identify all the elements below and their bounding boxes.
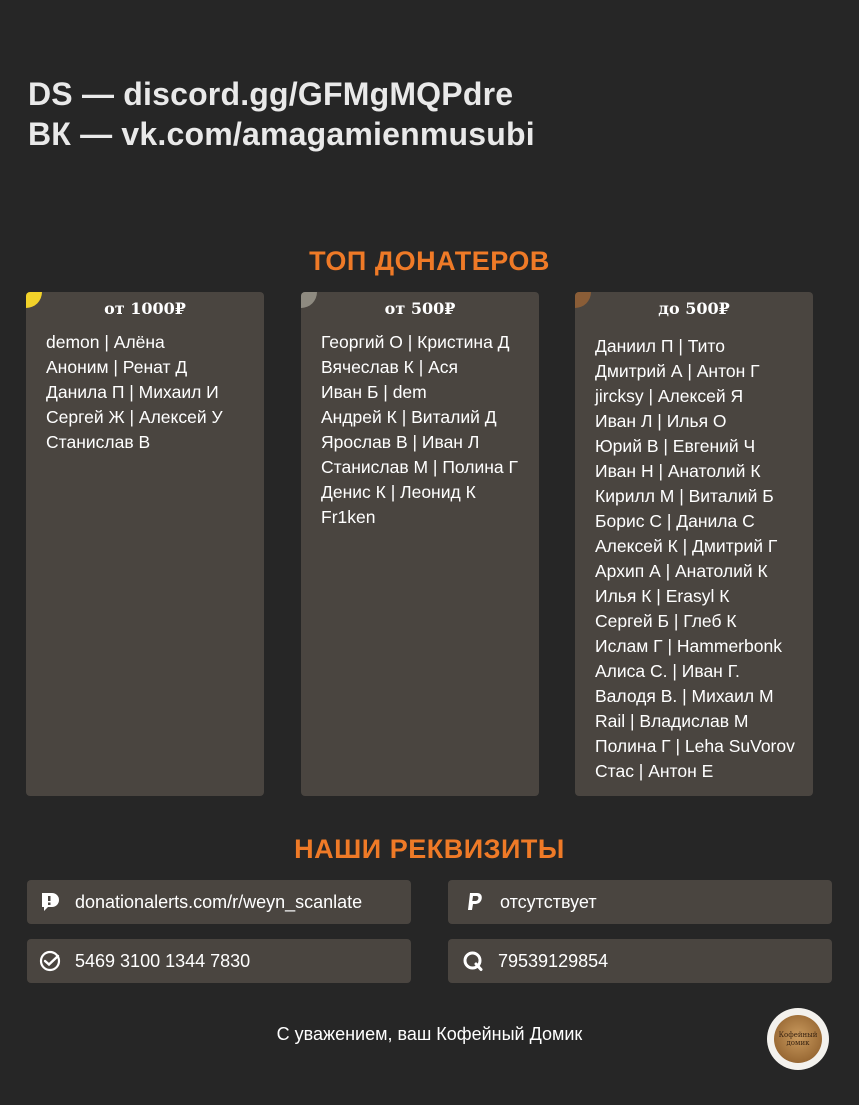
vk-link[interactable]: ВК — vk.com/amagamienmusubi bbox=[28, 116, 535, 152]
donor-entry: jircksy | Алексей Я bbox=[595, 386, 744, 406]
donor-entry: Дмитрий А | Антон Г bbox=[595, 361, 760, 381]
logo-emblem bbox=[774, 1015, 822, 1063]
tier-header: до 500₽ bbox=[658, 299, 730, 318]
tier-card-500 bbox=[301, 292, 539, 796]
coffee-house-logo bbox=[767, 1008, 829, 1070]
donor-entry: Алексей К | Дмитрий Г bbox=[595, 536, 778, 556]
donor-entry: Иван Л | Илья О bbox=[595, 411, 727, 431]
donor-entry: Алиса С. | Иван Г. bbox=[595, 661, 740, 681]
donationalerts-row[interactable] bbox=[27, 880, 411, 924]
donor-entry: Аноним | Ренат Д bbox=[46, 357, 188, 377]
donationalerts-icon bbox=[39, 891, 61, 913]
logo-text: Кофейный домик bbox=[778, 1031, 818, 1047]
contact-links bbox=[28, 74, 535, 154]
donor-entry: Rail | Владислав М bbox=[595, 711, 749, 731]
donor-entry: Станислав М | Полина Г bbox=[321, 457, 518, 477]
tier-card-1000 bbox=[26, 292, 264, 796]
donor-entry: Илья К | Erasyl К bbox=[595, 586, 730, 606]
qiwi-row[interactable] bbox=[448, 939, 832, 983]
donor-entry: Вячеслав К | Ася bbox=[321, 357, 459, 377]
donor-list bbox=[301, 330, 539, 530]
donor-entry: Сергей Б | Глеб К bbox=[595, 611, 737, 631]
top-donors-title: ТОП ДОНАТЕРОВ bbox=[309, 246, 550, 276]
sberbank-icon bbox=[39, 950, 61, 972]
donor-list bbox=[575, 334, 813, 784]
donor-entry: Иван Н | Анатолий К bbox=[595, 461, 761, 481]
donor-entry: Данила П | Михаил И bbox=[46, 382, 219, 402]
donor-entry: Сергей Ж | Алексей У bbox=[46, 407, 223, 427]
donationalerts-link[interactable]: donationalerts.com/r/weyn_scanlate bbox=[75, 891, 363, 912]
donor-entry: Fr1ken bbox=[321, 507, 376, 527]
donor-entry: Иван Б | dem bbox=[321, 382, 427, 402]
donor-entry: Ислам Г | Hammerbonk bbox=[595, 636, 782, 656]
signature-text: С уважением, ваш Кофейный Домик bbox=[276, 1024, 583, 1044]
donor-entry: demon | Алёна bbox=[46, 332, 165, 352]
donor-list bbox=[26, 330, 264, 455]
tier-header: от 1000₽ bbox=[104, 299, 186, 318]
requisites-title: НАШИ РЕКВИЗИТЫ bbox=[294, 834, 565, 864]
donor-entry: Андрей К | Виталий Д bbox=[321, 407, 497, 427]
donor-entry: Станислав В bbox=[46, 432, 151, 452]
donor-entry: Кирилл М | Виталий Б bbox=[595, 486, 774, 506]
donor-entry: Стас | Антон Е bbox=[595, 761, 714, 781]
donor-entry: Архип А | Анатолий К bbox=[595, 561, 768, 581]
donor-entry: Борис С | Данила С bbox=[595, 511, 755, 531]
paypal-icon bbox=[464, 891, 486, 913]
discord-link[interactable]: DS — discord.gg/GFMgMQPdre bbox=[28, 76, 514, 112]
donor-entry: Юрий В | Евгений Ч bbox=[595, 436, 756, 456]
qiwi-icon bbox=[462, 950, 484, 972]
donor-entry: Полина Г | Leha SuVorov bbox=[595, 736, 795, 756]
qiwi-number[interactable]: 79539129854 bbox=[498, 950, 609, 971]
donor-entry: Денис К | Леонид К bbox=[321, 482, 476, 502]
sberbank-card-number[interactable]: 5469 3100 1344 7830 bbox=[75, 950, 251, 971]
tier-card-under-500 bbox=[575, 292, 813, 796]
donor-entry: Ярослав В | Иван Л bbox=[321, 432, 480, 452]
donor-entry: Георгий О | Кристина Д bbox=[321, 332, 510, 352]
paypal-value: отсутствует bbox=[500, 891, 597, 912]
paypal-row[interactable] bbox=[448, 880, 832, 924]
sberbank-row[interactable] bbox=[27, 939, 411, 983]
tier-header: от 500₽ bbox=[384, 299, 456, 318]
donor-entry: Валодя В. | Михаил М bbox=[595, 686, 774, 706]
donor-entry: Даниил П | Тито bbox=[595, 336, 725, 356]
